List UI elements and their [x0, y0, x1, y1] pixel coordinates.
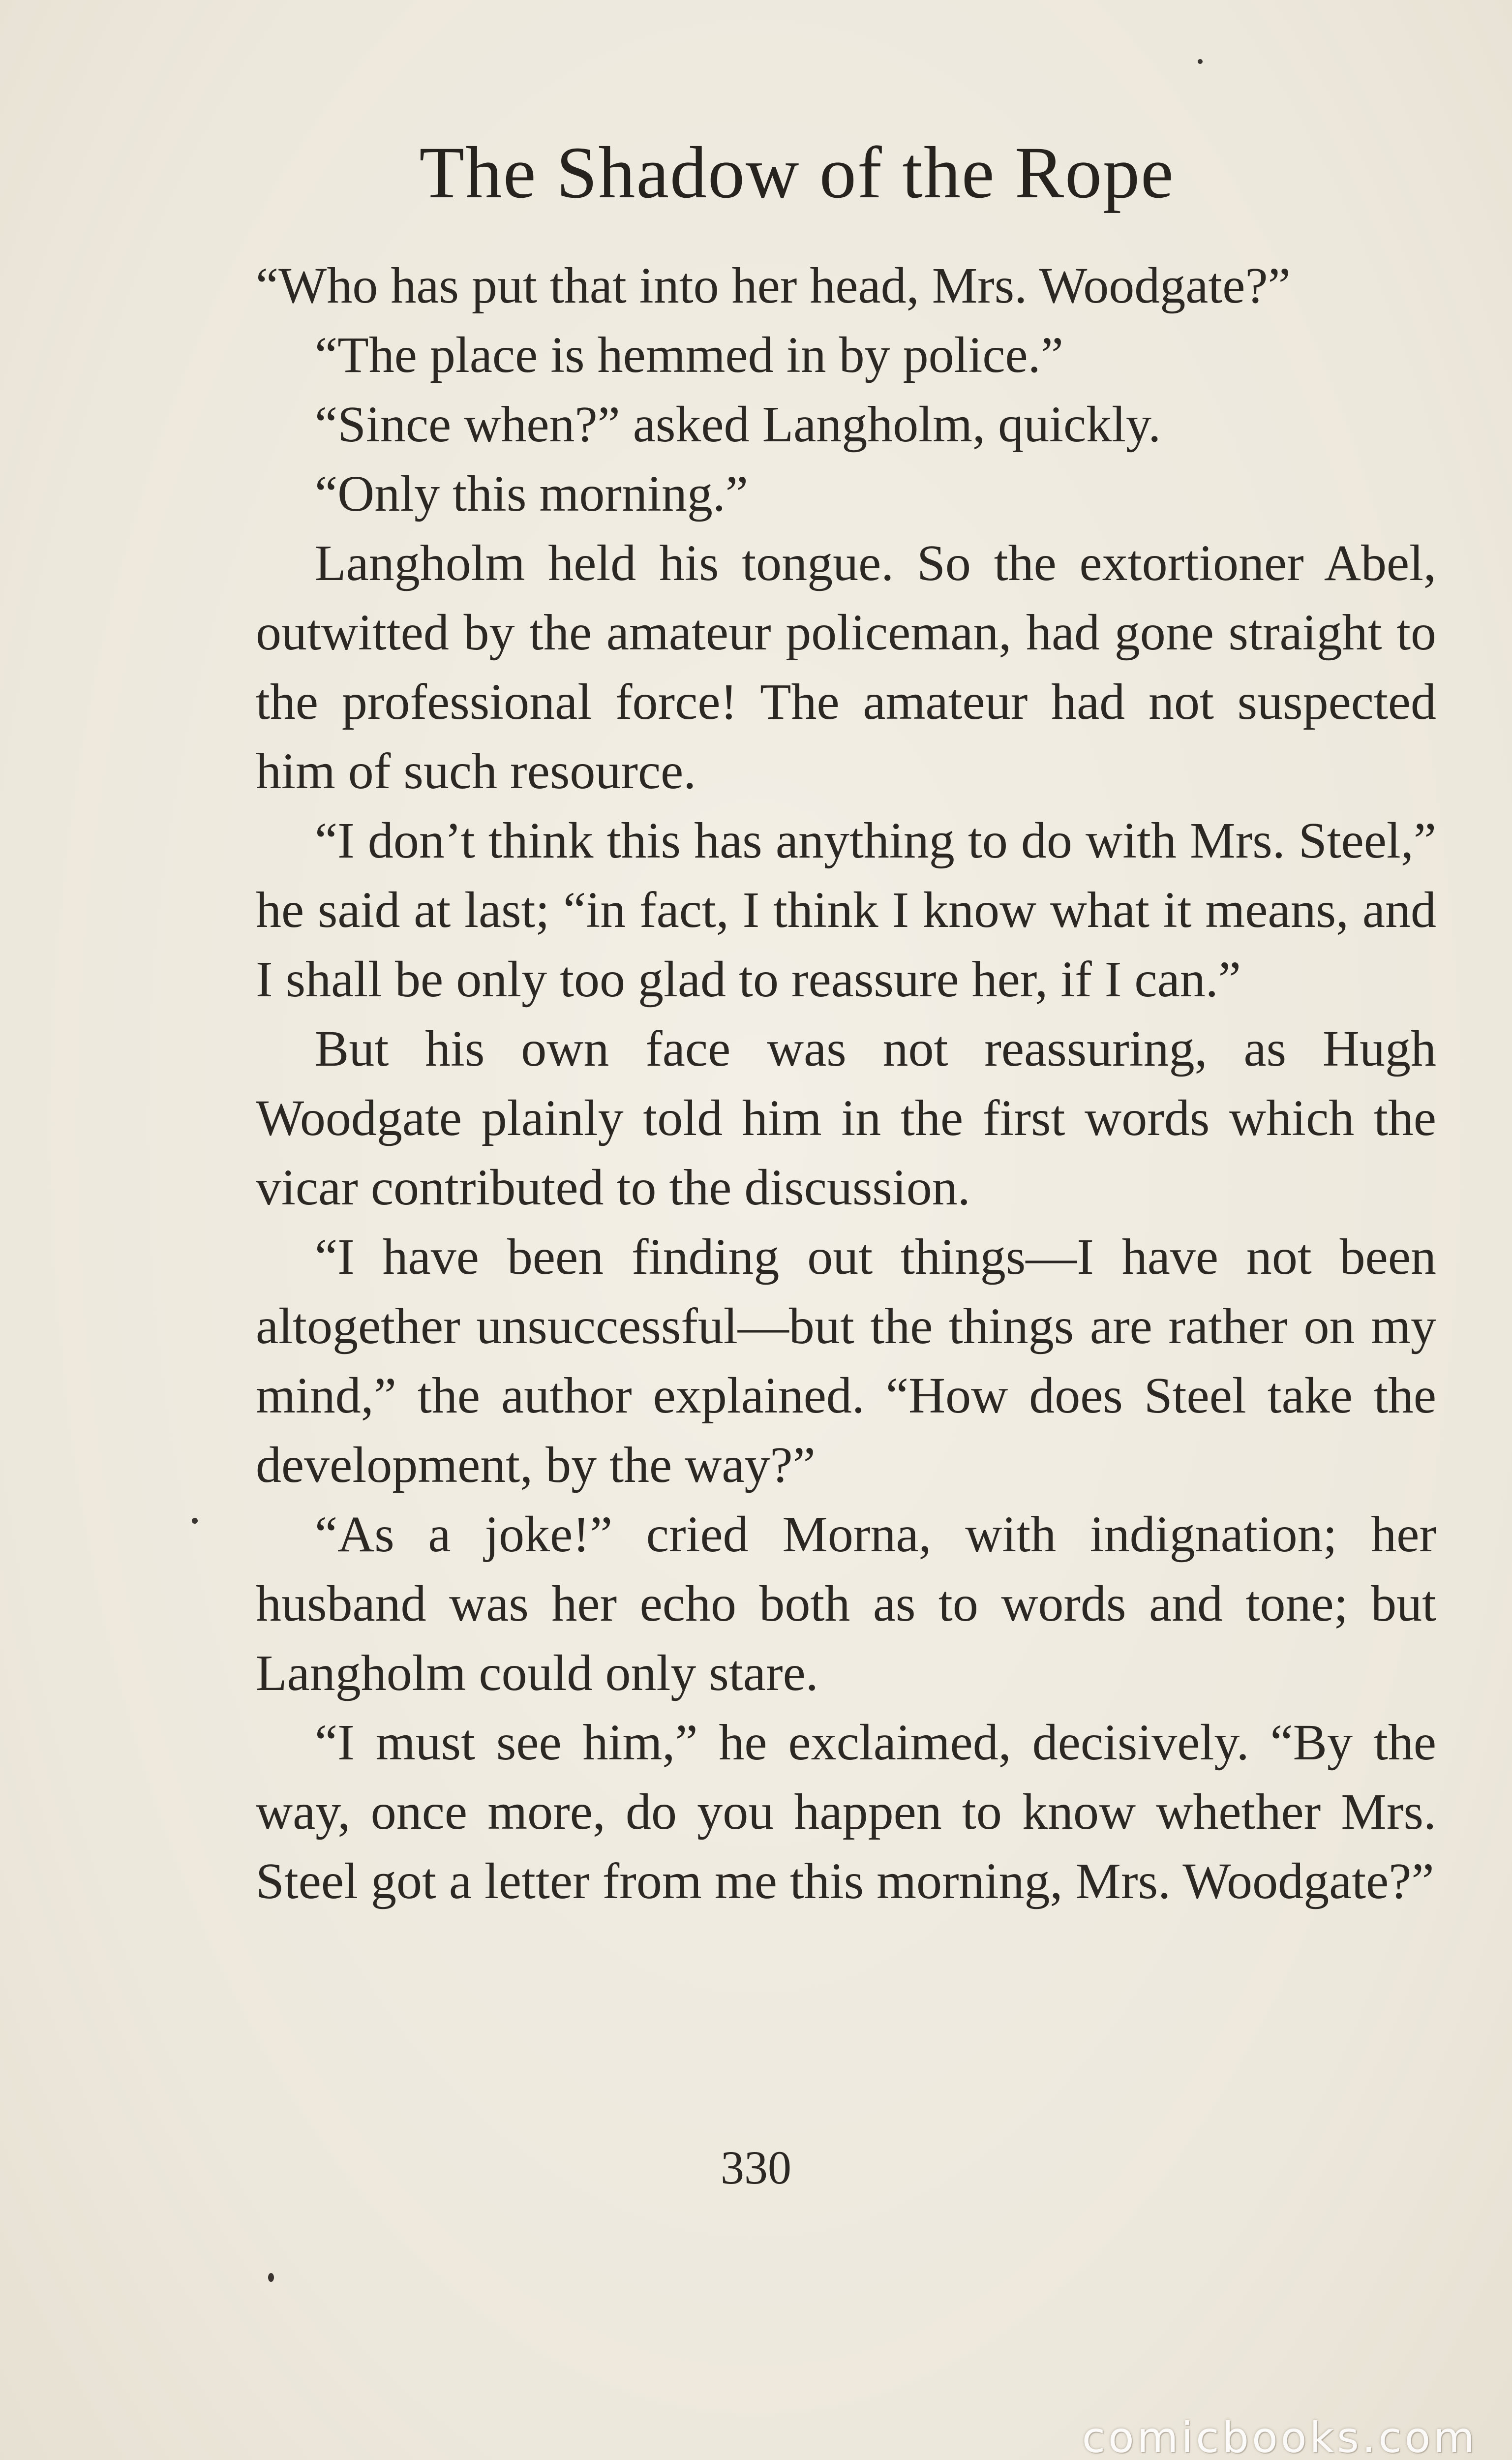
paragraph: “As a joke!” cried Morna, with indignation; her husband was her echo both as to words and tone; but Langholm could only stare. [256, 1506, 1436, 1701]
paper-speck [192, 1518, 198, 1524]
paragraph: “Since when?” asked Langholm, quickly. [315, 396, 1161, 453]
paragraph: “The place is hemmed in by police.” [315, 327, 1063, 383]
body-text [256, 251, 1436, 1916]
watermark: comicbooks.com [1082, 2413, 1478, 2460]
paragraph: But his own face was not reassuring, as Hugh Woodgate plainly told him in the first words which the vicar contributed to the discussion. [256, 1020, 1436, 1216]
paragraph: “I don’t think this has anything to do with Mrs. Steel,” he said at last; “in fact, I think I know what it means, and I shall be only too glad to reassure her, if I can.” [256, 812, 1436, 1008]
paragraph: “I must see him,” he exclaimed, decisively. “By the way, once more, do you happen to know whether Mrs. Steel got a letter from me this morning, Mrs. Woodgate?” [256, 1714, 1436, 1909]
paragraph: “Who has put that into her head, Mrs. Woodgate?” [256, 257, 1291, 314]
paper-speck [268, 2273, 274, 2282]
running-head: The Shadow of the Rope [419, 132, 1175, 214]
paper-speck [1198, 59, 1203, 64]
paragraph: “I have been finding out things—I have not been altogether unsuccessful—but the things are rather on my mind,” the author explained. “How does Steel take the development, by the way?” [256, 1229, 1436, 1493]
paragraph: “Only this morning.” [315, 465, 749, 522]
page-number: 330 [721, 2141, 791, 2194]
paragraph: Langholm held his tongue. So the extortioner Abel, outwitted by the amateur policeman, had gone straight to the professional force! The amateur had not suspected him of such resource. [256, 535, 1436, 800]
